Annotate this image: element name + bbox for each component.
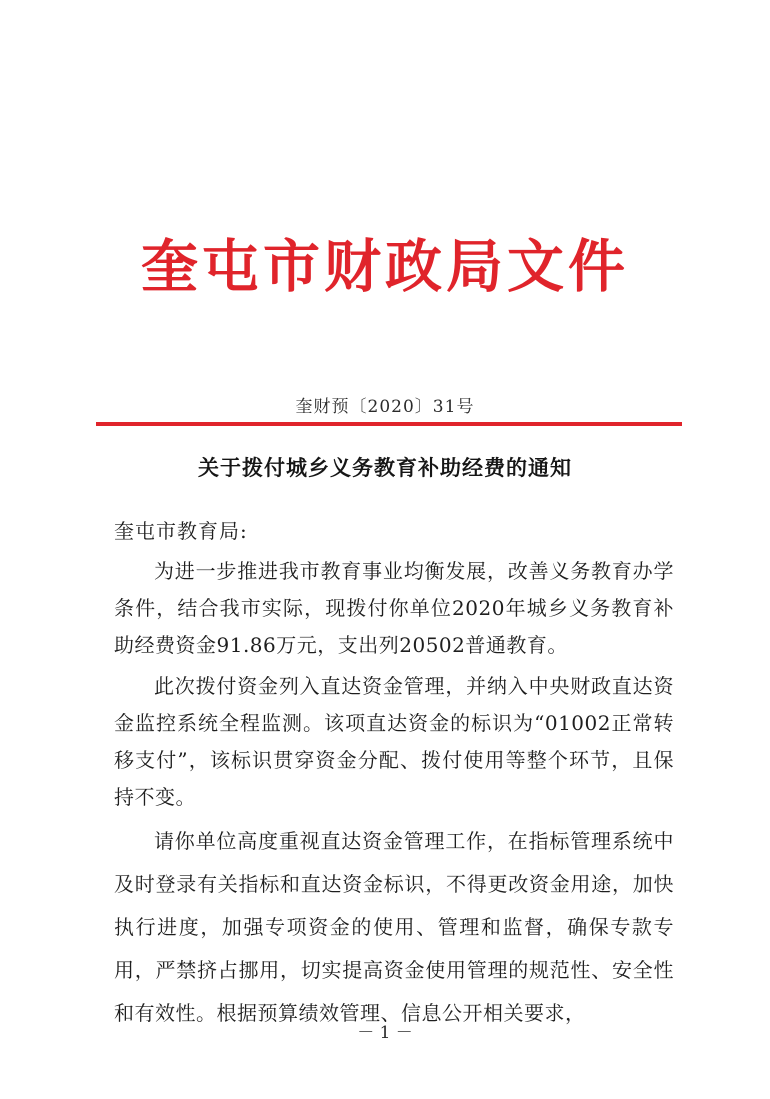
body-paragraph: 此次拨付资金列入直达资金管理，并纳入中央财政直达资金监控系统全程监测。该项直达资金的标识为“01002正常转移支付”，该标识贯穿资金分配、拨付使用等整个环节，且保持不变。: [114, 674, 674, 809]
issuer-header-title: 奎屯市财政局文件: [141, 233, 629, 300]
red-divider-line: [96, 422, 682, 426]
document-number: 奎财预〔2020〕31号: [295, 397, 475, 417]
notice-body: [114, 553, 674, 1039]
notice-title: 关于拨付城乡义务教育补助经费的通知: [198, 455, 572, 480]
page-number: － 1 －: [357, 1023, 413, 1043]
recipient: 奎屯市教育局:: [114, 519, 248, 543]
body-paragraph: 请你单位高度重视直达资金管理工作，在指标管理系统中及时登录有关指标和直达资金标识，不得更改资金用途，加快执行进度，加强专项资金的使用、管理和监督，确保专款专用，严禁挤占挪用，切实提高资金使用管理的规范性、安全性和有效性。根据预算绩效管理、信息公开相关要求，: [114, 829, 674, 1025]
body-paragraph: 为进一步推进我市教育事业均衡发展，改善义务教育办学条件，结合我市实际，现拨付你单位2020年城乡义务教育补助经费资金91.86万元，支出列20502普通教育。: [114, 559, 674, 657]
